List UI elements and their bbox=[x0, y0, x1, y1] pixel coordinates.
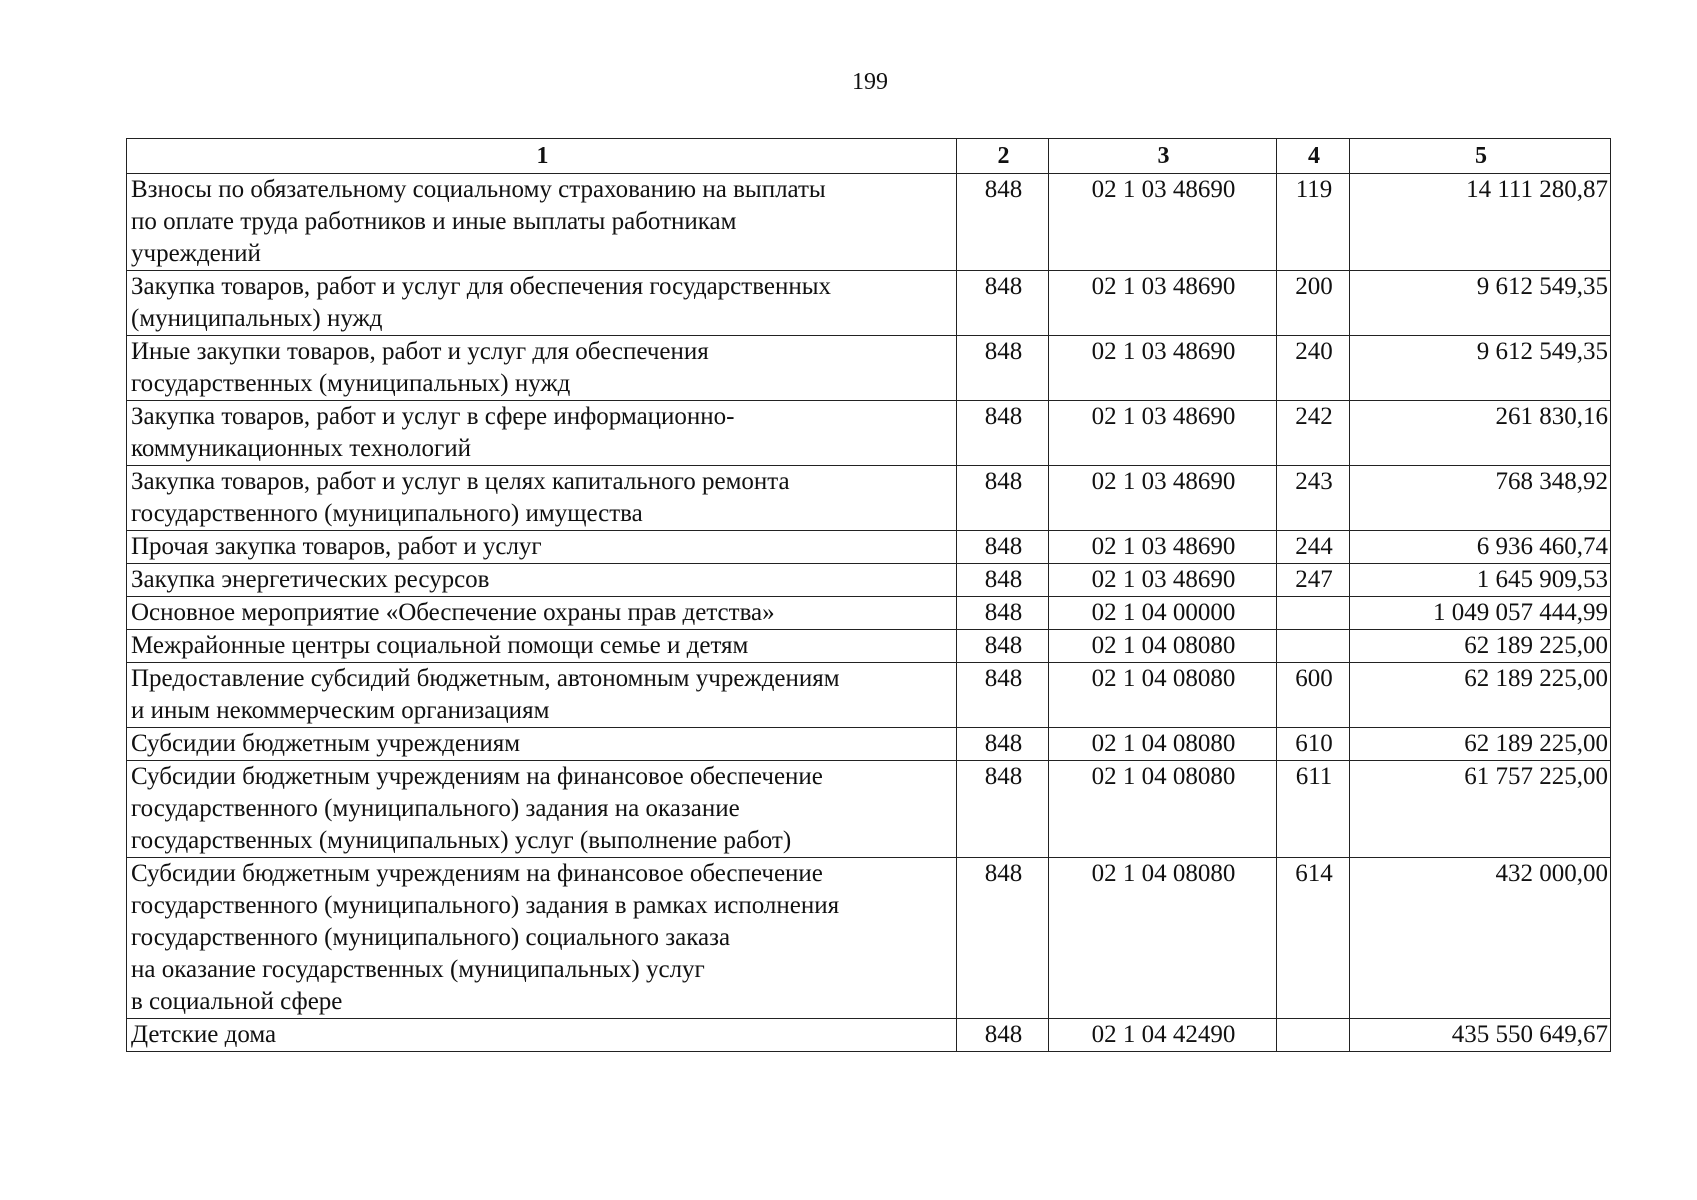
row-expense-type: 600 bbox=[1277, 663, 1350, 728]
row-name: Взносы по обязательному социальному страхованию на выплаты по оплате труда работников и иные выплаты работникам учреждений bbox=[127, 174, 957, 271]
table-row bbox=[127, 401, 1611, 466]
row-target-code: 02 1 04 08080 bbox=[1049, 761, 1277, 858]
row-amount: 14 111 280,87 bbox=[1350, 174, 1611, 271]
row-amount: 62 189 225,00 bbox=[1350, 728, 1611, 761]
row-ved-code: 848 bbox=[957, 761, 1049, 858]
row-name: Основное мероприятие «Обеспечение охраны прав детства» bbox=[127, 597, 957, 630]
row-amount: 261 830,16 bbox=[1350, 401, 1611, 466]
row-target-code: 02 1 03 48690 bbox=[1049, 531, 1277, 564]
row-target-code: 02 1 03 48690 bbox=[1049, 564, 1277, 597]
header-cell-4: 4 bbox=[1277, 139, 1350, 174]
row-name: Иные закупки товаров, работ и услуг для обеспечения государственных (муниципальных) нужд bbox=[127, 336, 957, 401]
budget-table bbox=[126, 138, 1611, 1052]
row-expense-type bbox=[1277, 1019, 1350, 1052]
row-amount: 6 936 460,74 bbox=[1350, 531, 1611, 564]
header-cell-3: 3 bbox=[1049, 139, 1277, 174]
row-name: Закупка товаров, работ и услуг в сфере информационно- коммуникационных технологий bbox=[127, 401, 957, 466]
row-target-code: 02 1 03 48690 bbox=[1049, 401, 1277, 466]
row-name: Прочая закупка товаров, работ и услуг bbox=[127, 531, 957, 564]
row-expense-type: 243 bbox=[1277, 466, 1350, 531]
row-ved-code: 848 bbox=[957, 336, 1049, 401]
table-row bbox=[127, 728, 1611, 761]
row-target-code: 02 1 03 48690 bbox=[1049, 466, 1277, 531]
row-expense-type: 247 bbox=[1277, 564, 1350, 597]
row-ved-code: 848 bbox=[957, 531, 1049, 564]
table-row bbox=[127, 531, 1611, 564]
row-expense-type bbox=[1277, 597, 1350, 630]
row-name: Субсидии бюджетным учреждениям на финансовое обеспечение государственного (муниципального) задания на оказание государственных (муниципальных) услуг (выполнение работ) bbox=[127, 761, 957, 858]
table-row bbox=[127, 466, 1611, 531]
row-target-code: 02 1 04 42490 bbox=[1049, 1019, 1277, 1052]
row-amount: 9 612 549,35 bbox=[1350, 336, 1611, 401]
row-target-code: 02 1 04 08080 bbox=[1049, 663, 1277, 728]
row-ved-code: 848 bbox=[957, 271, 1049, 336]
row-amount: 435 550 649,67 bbox=[1350, 1019, 1611, 1052]
table-row bbox=[127, 174, 1611, 271]
row-target-code: 02 1 04 08080 bbox=[1049, 858, 1277, 1019]
row-amount: 1 645 909,53 bbox=[1350, 564, 1611, 597]
row-expense-type: 242 bbox=[1277, 401, 1350, 466]
row-expense-type: 611 bbox=[1277, 761, 1350, 858]
row-ved-code: 848 bbox=[957, 858, 1049, 1019]
row-ved-code: 848 bbox=[957, 728, 1049, 761]
row-expense-type: 610 bbox=[1277, 728, 1350, 761]
row-ved-code: 848 bbox=[957, 401, 1049, 466]
row-name: Детские дома bbox=[127, 1019, 957, 1052]
row-amount: 9 612 549,35 bbox=[1350, 271, 1611, 336]
row-name: Субсидии бюджетным учреждениям на финансовое обеспечение государственного (муниципального) задания в рамках исполнения государственного (муниципального) социального заказа на оказание государственных (муниципальных) услуг в социальной сфере bbox=[127, 858, 957, 1019]
row-target-code: 02 1 03 48690 bbox=[1049, 336, 1277, 401]
row-amount: 432 000,00 bbox=[1350, 858, 1611, 1019]
row-ved-code: 848 bbox=[957, 174, 1049, 271]
header-cell-5: 5 bbox=[1350, 139, 1611, 174]
row-amount: 62 189 225,00 bbox=[1350, 630, 1611, 663]
row-amount: 61 757 225,00 bbox=[1350, 761, 1611, 858]
row-name: Субсидии бюджетным учреждениям bbox=[127, 728, 957, 761]
row-name: Закупка товаров, работ и услуг в целях капитального ремонта государственного (муниципального) имущества bbox=[127, 466, 957, 531]
table-row bbox=[127, 630, 1611, 663]
table-body bbox=[127, 174, 1611, 1052]
table-row bbox=[127, 858, 1611, 1019]
row-name: Предоставление субсидий бюджетным, автономным учреждениям и иным некоммерческим организациям bbox=[127, 663, 957, 728]
table-row bbox=[127, 564, 1611, 597]
table-row bbox=[127, 663, 1611, 728]
row-target-code: 02 1 03 48690 bbox=[1049, 271, 1277, 336]
table-row bbox=[127, 761, 1611, 858]
row-expense-type: 200 bbox=[1277, 271, 1350, 336]
row-expense-type: 244 bbox=[1277, 531, 1350, 564]
row-name: Закупка энергетических ресурсов bbox=[127, 564, 957, 597]
table-row bbox=[127, 1019, 1611, 1052]
header-row bbox=[127, 139, 1611, 174]
row-target-code: 02 1 04 00000 bbox=[1049, 597, 1277, 630]
row-name: Межрайонные центры социальной помощи семье и детям bbox=[127, 630, 957, 663]
table-row bbox=[127, 336, 1611, 401]
row-amount: 768 348,92 bbox=[1350, 466, 1611, 531]
row-expense-type: 240 bbox=[1277, 336, 1350, 401]
row-expense-type: 614 bbox=[1277, 858, 1350, 1019]
header-cell-1: 1 bbox=[127, 139, 957, 174]
row-ved-code: 848 bbox=[957, 597, 1049, 630]
row-name: Закупка товаров, работ и услуг для обеспечения государственных (муниципальных) нужд bbox=[127, 271, 957, 336]
row-target-code: 02 1 04 08080 bbox=[1049, 630, 1277, 663]
row-expense-type: 119 bbox=[1277, 174, 1350, 271]
row-ved-code: 848 bbox=[957, 630, 1049, 663]
row-target-code: 02 1 03 48690 bbox=[1049, 174, 1277, 271]
row-ved-code: 848 bbox=[957, 466, 1049, 531]
row-ved-code: 848 bbox=[957, 564, 1049, 597]
row-expense-type bbox=[1277, 630, 1350, 663]
row-amount: 62 189 225,00 bbox=[1350, 663, 1611, 728]
row-target-code: 02 1 04 08080 bbox=[1049, 728, 1277, 761]
table-row bbox=[127, 271, 1611, 336]
header-cell-2: 2 bbox=[957, 139, 1049, 174]
row-amount: 1 049 057 444,99 bbox=[1350, 597, 1611, 630]
table-row bbox=[127, 597, 1611, 630]
row-ved-code: 848 bbox=[957, 1019, 1049, 1052]
row-ved-code: 848 bbox=[957, 663, 1049, 728]
page-number: 199 bbox=[852, 69, 888, 95]
